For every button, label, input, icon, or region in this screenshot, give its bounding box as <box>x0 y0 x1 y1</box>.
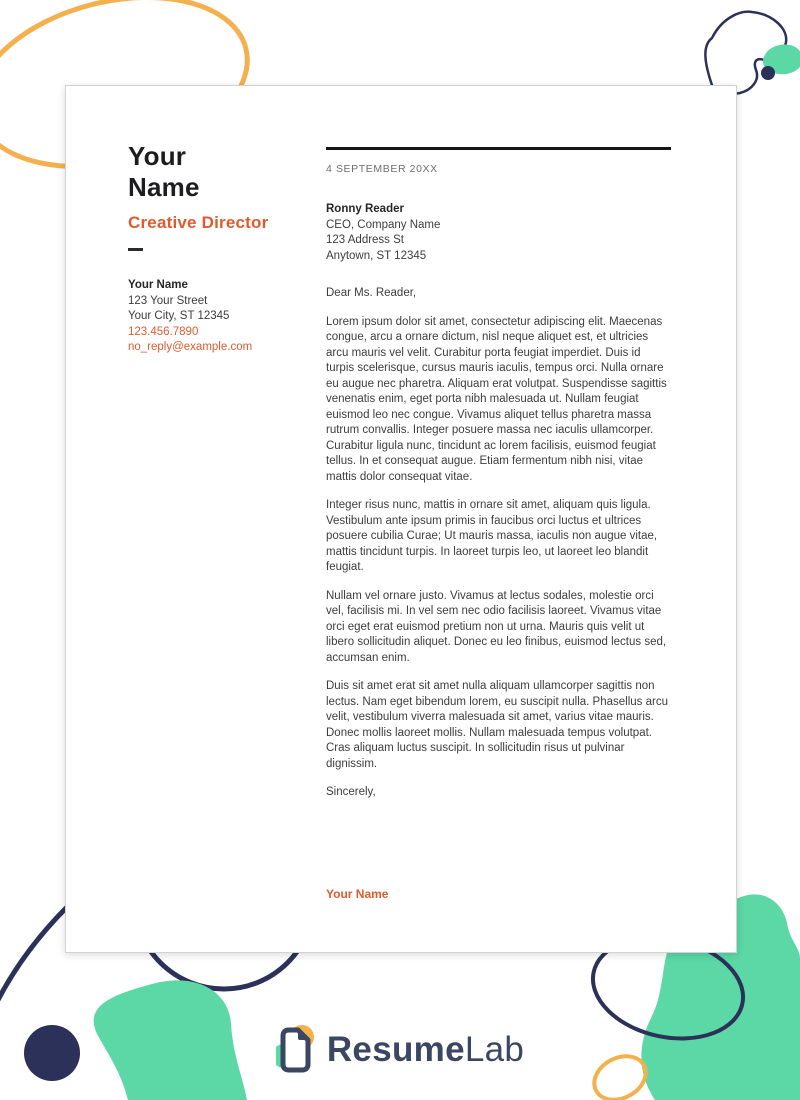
recipient-city: Anytown, ST 12345 <box>326 249 427 262</box>
sender-name-heading: Your Name <box>128 141 200 203</box>
logo-text-light: Lab <box>464 1030 525 1069</box>
navy-dot-shape <box>761 66 775 80</box>
sender-contact-block <box>128 278 313 356</box>
salutation: Dear Ms. Reader, <box>326 287 417 299</box>
signature-name: Your Name <box>326 886 389 901</box>
recipient-block <box>326 202 671 264</box>
contact-email-link[interactable]: no_reply@example.com <box>128 341 253 354</box>
resumelab-logo-icon <box>276 1025 316 1075</box>
body-paragraph: Duis sit amet erat sit amet nulla aliquam ullamcorper sagittis non lectus. Nam eget bibendum lorem, eu suscipit nulla. Phasellus arcu velit, vestibulum viverra malesuada sit amet, varius vitae mauris. Donec mollis laoreet mollis. Nullam malesuada tempus volutpat. Cras aliquam luctus suscipit. In sollicitudin risus ut pulvinar dignissim. <box>326 680 668 770</box>
closing-line: Sincerely, <box>326 786 376 798</box>
contact-city: Your City, ST 12345 <box>128 310 230 323</box>
body-paragraph: Integer risus nunc, mattis in ornare sit amet, aliquam quis ligula. Vestibulum ante ipsum primis in faucibus orci luctus et ultrices posuere cubilia Curae; Ut mauris massa, iaculis non augue vitae, mattis tincidunt turpis. In laoreet turpis leo, ut laoreet leo blandit feugiat. <box>326 499 658 573</box>
recipient-title: CEO, Company Name <box>326 218 441 231</box>
recipient-street: 123 Address St <box>326 234 404 246</box>
contact-name: Your Name <box>128 279 188 292</box>
header-rule <box>326 147 671 150</box>
contact-street: 123 Your Street <box>128 294 208 307</box>
cover-letter-sheet <box>65 85 737 953</box>
recipient-name: Ronny Reader <box>326 203 404 215</box>
contact-phone: 123.456.7890 <box>128 325 199 338</box>
sender-job-title: Creative Director <box>128 213 269 233</box>
resumelab-logo[interactable] <box>0 1022 800 1078</box>
navy-arc-left-shape <box>0 906 68 1000</box>
dash-divider <box>128 248 143 251</box>
body-paragraph: Lorem ipsum dolor sit amet, consectetur adipiscing elit. Maecenas congue, arcu a ornare dictum, nisl neque aliquet est, et ultricies arcu mauris vel velit. Curabitur porta feugiat imperdiet. Duis id turpis scelerisque, cursus mauris iaculis, tempus orci. Nulla ornare eu augue nec pharetra. Aliquam erat volutpat. Suspendisse sagittis venenatis enim, eget porta nibh malesuada ut. Nullam feugiat euismod leo nec congue. Vivamus aliquet tellus pharetra massa rutrum convallis. Integer posuere massa nec iaculis ullamcorper. Curabitur ligula nunc, tincidunt ac lorem facilisis, euismod feugiat tellus. In et consequat augue. Etiam fermentum nibh nisi, vitae mattis dolor consequat vitae. <box>326 315 667 483</box>
letter-sidebar <box>128 141 313 356</box>
letter-date: 4 SEPTEMBER 20XX <box>326 163 438 175</box>
logo-text-bold: Resume <box>326 1030 465 1069</box>
body-paragraph: Nullam vel ornare justo. Vivamus at lectus sodales, molestie orci vel, facilisis mi. In vel sem nec odio facilisis laoreet. Vivamus vitae orci eget erat euismod pretium non ut urna. Mauris quis velit ut libero sollicitudin aliquet. Donec eu leo finibus, euismod lectus sed, accumsan enim. <box>326 589 667 664</box>
letter-body-column <box>326 147 671 901</box>
resumelab-logo-text <box>327 1030 524 1070</box>
